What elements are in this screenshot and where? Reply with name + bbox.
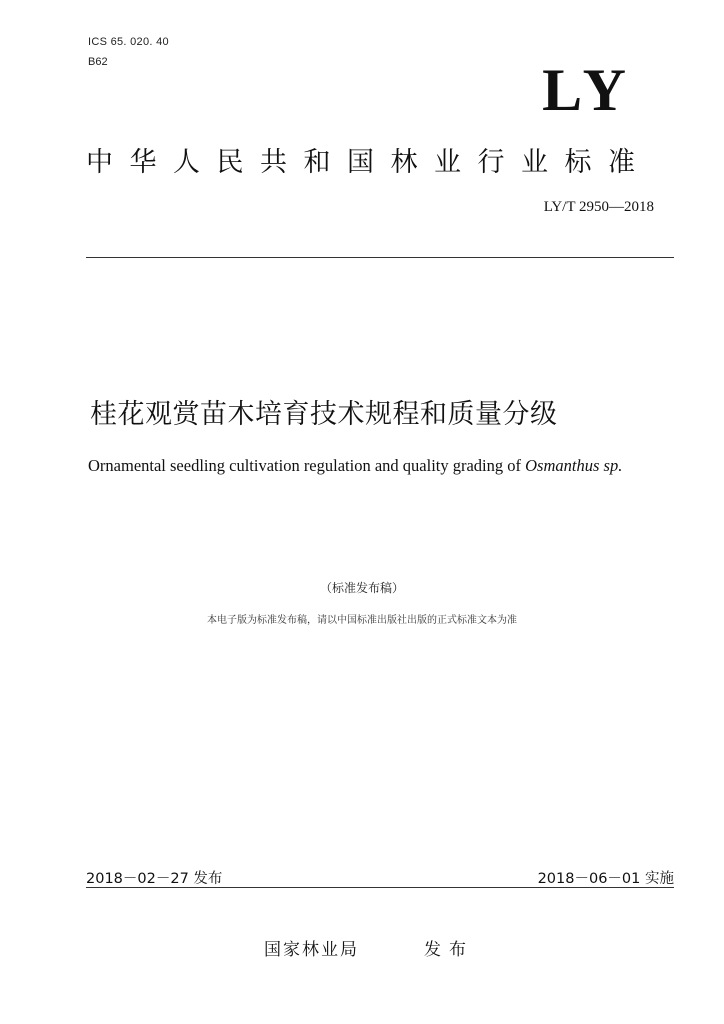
ccs-code: B62 (88, 56, 108, 68)
chinese-title: 桂花观赏苗木培育技术规程和质量分级 (90, 399, 558, 430)
ly-logo: LY (542, 57, 632, 123)
english-title-species: Osmanthus sp. (525, 456, 623, 475)
release-note: 本电子版为标准发布稿，请以中国标准出版社出版的正式标准文本为准 (207, 615, 517, 626)
standard-number: LY/T 2950—2018 (543, 199, 654, 215)
publisher-name: 国家林业局 (264, 940, 359, 960)
english-title (88, 456, 622, 476)
english-title-text: Ornamental seedling cultivation regulation and quality grading of (88, 456, 526, 475)
release-draft-label: （标准发布稿） (319, 581, 404, 595)
ics-code: ICS 65. 020. 40 (88, 36, 169, 48)
top-divider (86, 257, 674, 258)
implementation-date: 2018－06－01 实施 (537, 871, 674, 887)
standard-category-title: 中华人民共和国林业行业标准 (86, 147, 652, 178)
publish-label: 发布 (424, 940, 474, 960)
issue-date: 2018－02－27 发布 (86, 871, 223, 887)
bottom-divider (86, 887, 674, 888)
